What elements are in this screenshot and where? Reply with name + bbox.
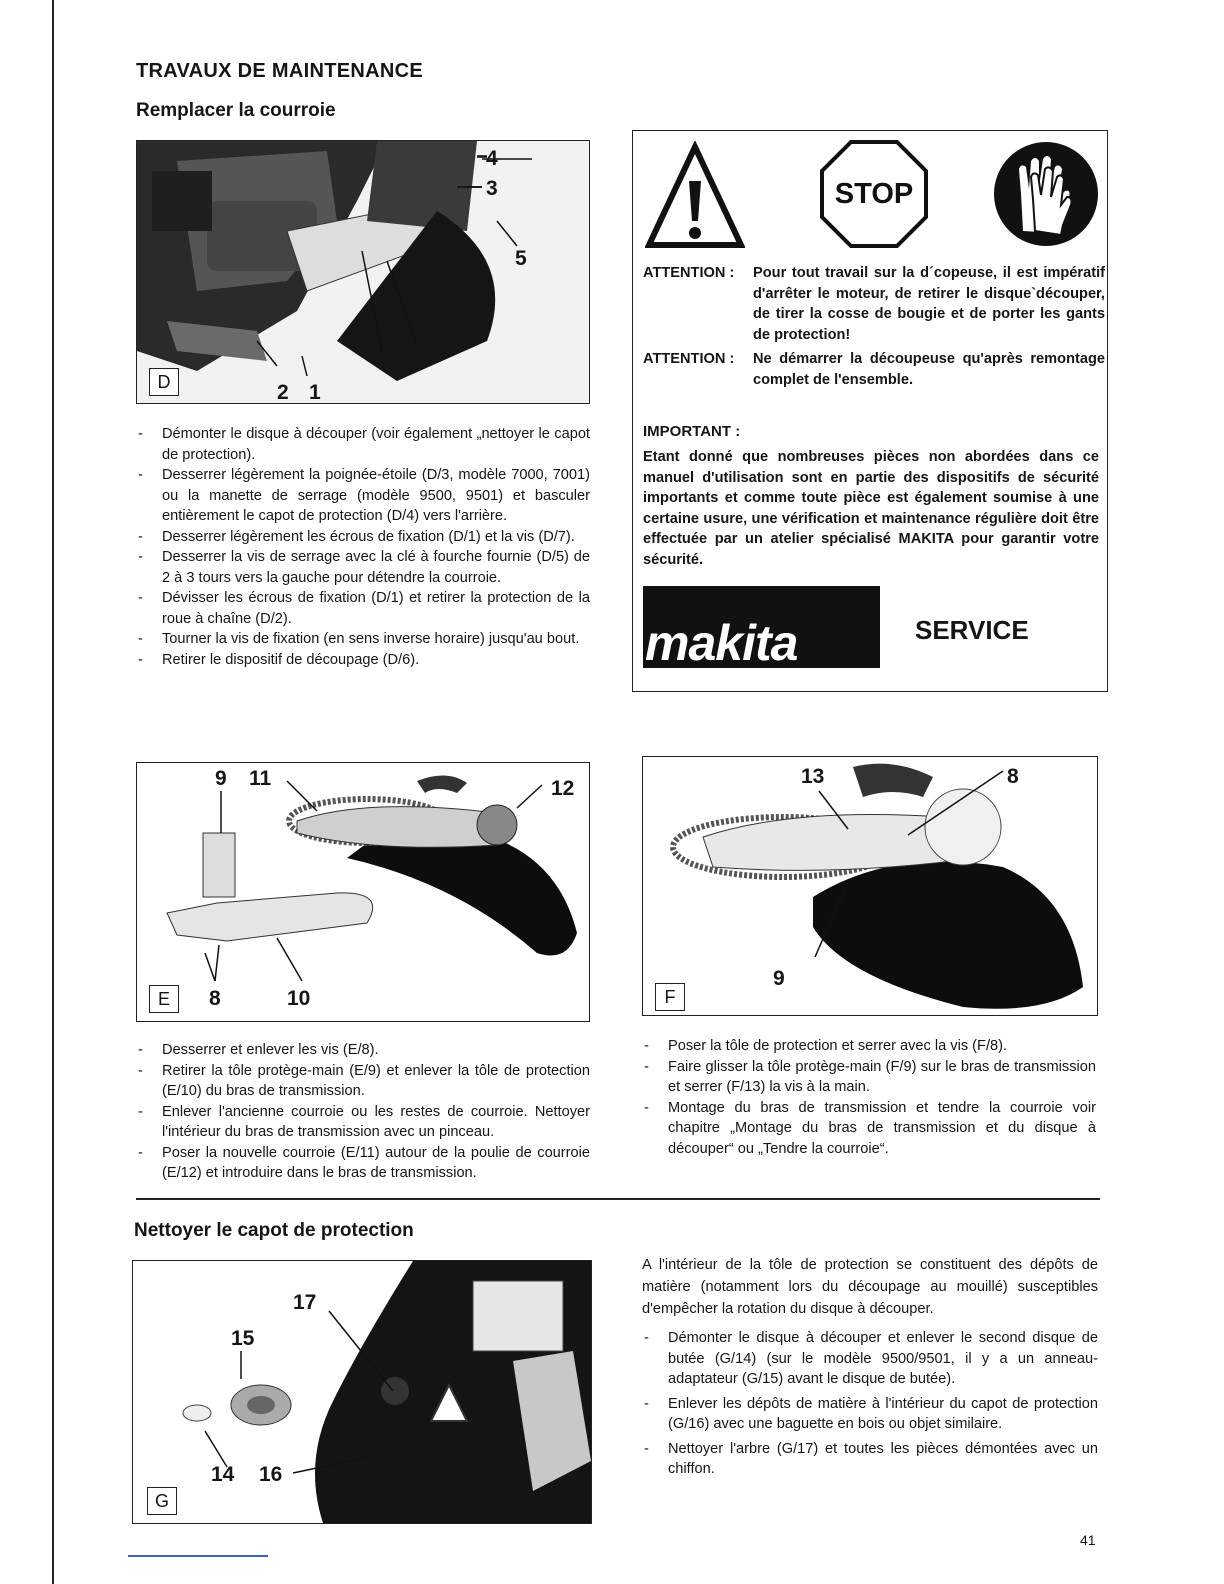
subtitle-belt: Remplacer la courroie (136, 100, 336, 121)
list-item: - Démonter le disque à découper (voir également „nettoyer le capot de protection). (136, 424, 590, 465)
section-divider (136, 1198, 1100, 1200)
callout-10: 10 (287, 987, 311, 1010)
gloves-icon (991, 139, 1101, 249)
list-item: - Poser la nouvelle courroie (E/11) autour de la poulie de courroie (E/12) et introduire dans le bras de transmission. (136, 1143, 590, 1184)
callout-12: 12 (551, 777, 575, 800)
callout-6: 6 (413, 350, 425, 373)
list-item: - Retirer le dispositif de découpage (D/6). (136, 650, 590, 671)
list-item: - Retirer la tôle protège-main (E/9) et enlever la tôle de protection (E/10) du bras de transmission. (136, 1061, 590, 1102)
figure-d-drawing (137, 141, 589, 403)
list-item: - Desserrer la vis de serrage avec la clé à fourche fournie (D/5) de 2 à 3 tours vers la gauche pour détendre la courroie. (136, 547, 590, 588)
figure-e-drawing (137, 763, 589, 1021)
callout-16: 16 (259, 1463, 283, 1486)
list-item: - Desserrer et enlever les vis (E/8). (136, 1040, 590, 1061)
callout-8: 8 (209, 987, 221, 1010)
steps-list-g (642, 1328, 1098, 1480)
important-title: IMPORTANT : (643, 423, 741, 440)
list-item: - Nettoyer l'arbre (G/17) et toutes les pièces démontées avec un chiffon. (642, 1439, 1098, 1480)
bottom-rule (128, 1555, 268, 1557)
makita-logo-text: makita (645, 615, 798, 671)
attention-1-text: Pour tout travail sur la d´copeuse, il est impératif d'arrêter le moteur, de retirer le disque`découper, de tirer la cosse de bougie et de porter les gants de protection! (753, 265, 1105, 343)
warning-triangle-icon (645, 141, 745, 251)
figure-f (642, 756, 1098, 1016)
figure-f-drawing (643, 757, 1097, 1015)
section-title: TRAVAUX DE MAINTENANCE (136, 60, 423, 82)
callout-8: 8 (1007, 765, 1019, 788)
list-item: - Desserrer légèrement la poignée-étoile (D/3, modèle 7000, 7001) ou la manette de serrage (modèle 9500, 9501) et basculer entièrement le capot de protection (D/4) vers l'arrière. (136, 465, 590, 527)
callout-5: 5 (515, 247, 527, 270)
list-item: - Enlever les dépôts de matière à l'intérieur du capot de protection (G/16) avec une baguette en bois ou objet similaire. (642, 1394, 1098, 1435)
important-text: Etant donné que nombreuses pièces non abordées dans ce manuel d'utilisation sont en partie des dispositifs de sécurité importants et comme toute pièce est également soumise à une certaine usure, une vérification et maintenance régulière doit être effectuée par un atelier spécialisé MAKITA pour garantir votre sécurité. (643, 449, 1099, 568)
callout-4: 4 (486, 147, 498, 170)
figure-g (132, 1260, 592, 1524)
figure-d (136, 140, 590, 404)
callout-3: 3 (486, 177, 498, 200)
figure-e (136, 762, 590, 1022)
callout-15: 15 (231, 1327, 255, 1350)
steps-list-e (136, 1040, 590, 1184)
callout-14: 14 (211, 1463, 235, 1486)
callout-11: 11 (249, 767, 272, 790)
callout-13: 13 (801, 765, 825, 788)
list-item: - Poser la tôle de protection et serrer avec la vis (F/8). (642, 1036, 1096, 1057)
warning-box (632, 130, 1108, 692)
steps-list-f (642, 1036, 1096, 1159)
stop-sign-text: STOP (834, 178, 914, 210)
attention-1-key: ATTENTION : (643, 265, 735, 281)
figure-label-f: F (655, 983, 685, 1011)
clean-intro: A l'intérieur de la tôle de protection se constituent des dépôts de matière (notamment lors du découpage au mouillé) susceptibles d'empêcher la rotation du disque à découper. (642, 1257, 1098, 1317)
service-label: SERVICE (915, 615, 1029, 645)
callout-17: 17 (293, 1291, 317, 1314)
list-item: - Montage du bras de transmission et tendre la courroie voir chapitre „Montage du bras de transmission et du disque à découper“ ou „Tendre la courroie“. (642, 1098, 1096, 1160)
makita-logo (643, 586, 880, 676)
margin-rule (52, 0, 54, 1584)
list-item: - Enlever l'ancienne courroie ou les restes de courroie. Nettoyer l'intérieur du bras de transmission avec un pinceau. (136, 1102, 590, 1143)
list-item: - Tourner la vis de fixation (en sens inverse horaire) jusqu'au bout. (136, 629, 590, 650)
attention-2-text: Ne démarrer la découpeuse qu'après remontage complet de l'ensemble. (753, 351, 1105, 388)
figure-label-g: G (147, 1487, 177, 1515)
callout-1: 1 (309, 381, 321, 404)
figure-label-d: D (149, 368, 179, 396)
stop-sign-icon (819, 139, 929, 249)
attention-2-key: ATTENTION : (643, 351, 735, 367)
callout-7: 7 (376, 350, 388, 373)
callout-2: 2 (277, 381, 289, 404)
list-item: - Dévisser les écrous de fixation (D/1) et retirer la protection de la roue à chaîne (D/2). (136, 588, 590, 629)
list-item: - Desserrer légèrement les écrous de fixation (D/1) et la vis (D/7). (136, 527, 590, 548)
list-item: - Faire glisser la tôle protège-main (F/9) sur le bras de transmission et serrer (F/13) la vis à la main. (642, 1057, 1096, 1098)
callout-9: 9 (215, 767, 227, 790)
steps-list-d (136, 424, 590, 670)
page-number: 41 (1080, 1532, 1096, 1548)
figure-g-drawing (133, 1261, 591, 1523)
subtitle-clean: Nettoyer le capot de protection (134, 1220, 414, 1241)
callout-9: 9 (773, 967, 785, 990)
figure-label-e: E (149, 985, 179, 1013)
list-item: - Démonter le disque à découper et enlever le second disque de butée (G/14) (sur le modèle 9500/9501, il y a un anneau-adaptateur (G/15) avant le disque de butée). (642, 1328, 1098, 1390)
